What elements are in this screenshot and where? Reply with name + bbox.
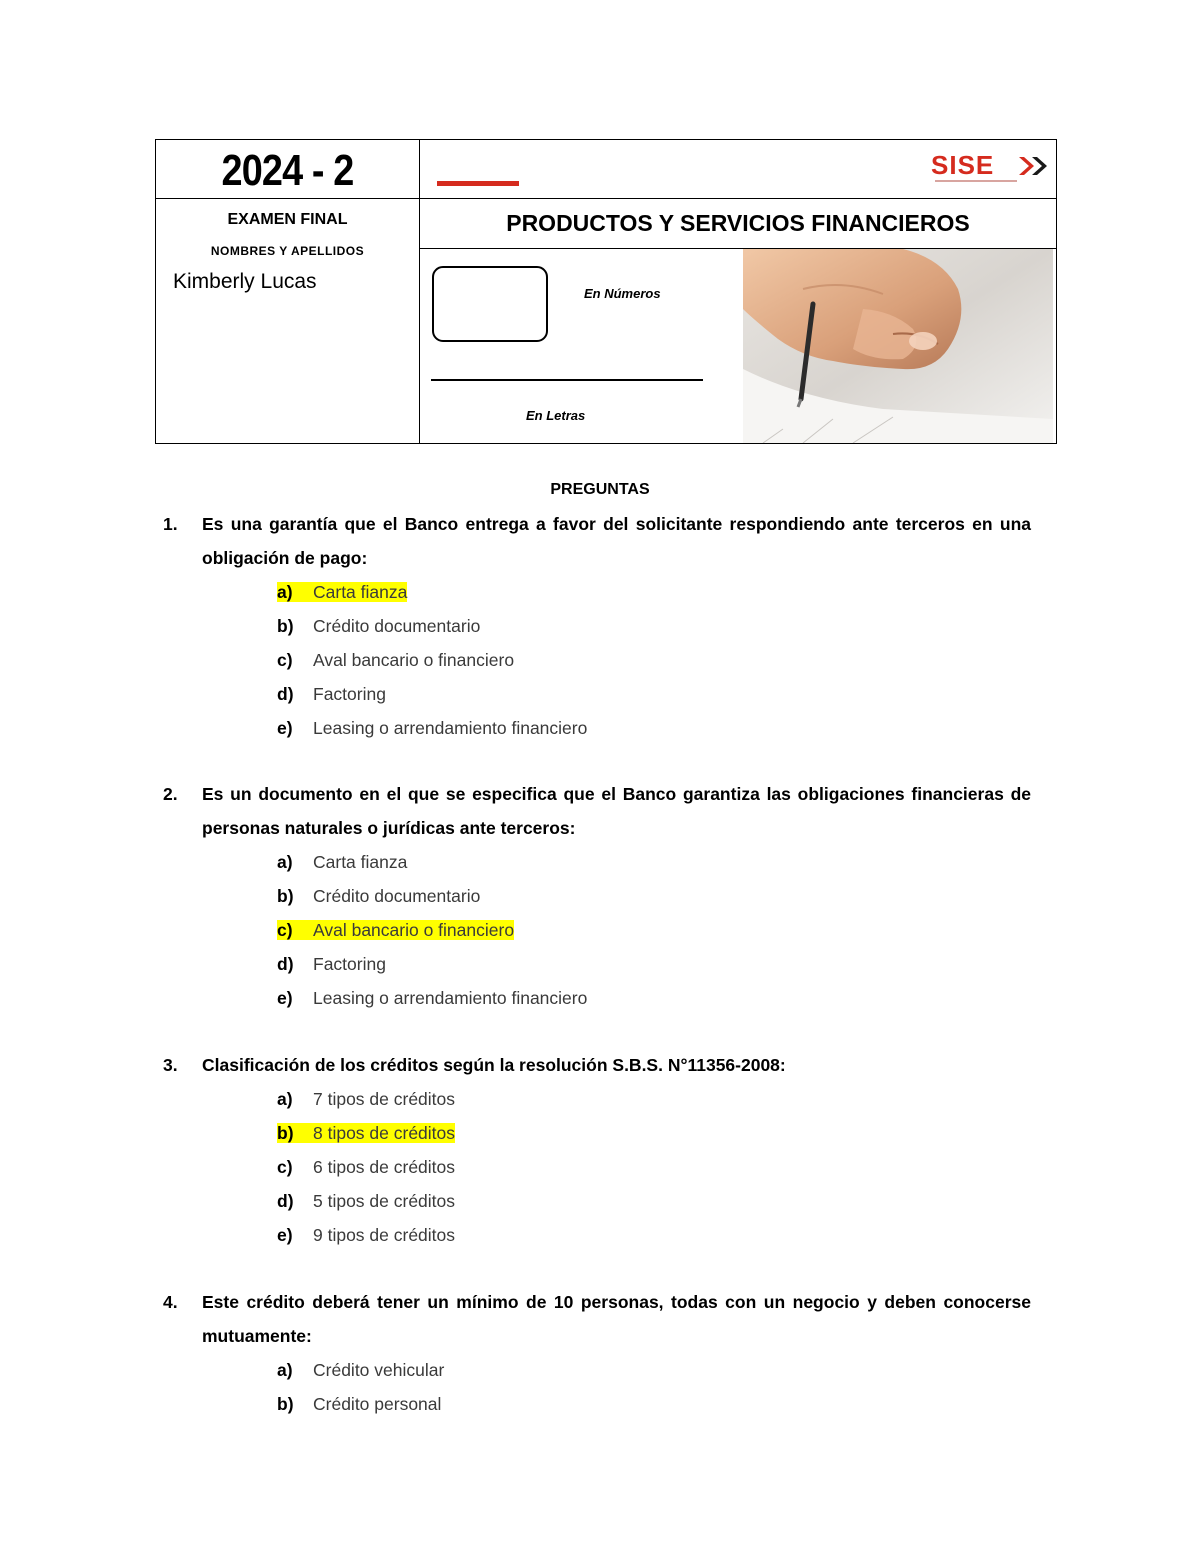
option-1a[interactable]: a) Carta fianza [277, 582, 408, 602]
score-letters-line [431, 379, 703, 381]
question-number: 4. [163, 1292, 178, 1312]
option-4a[interactable]: a) Crédito vehicular [277, 1360, 445, 1380]
option-2c[interactable]: c) Aval bancario o financiero [277, 920, 515, 940]
option-2b[interactable]: b) Crédito documentario [277, 886, 481, 906]
names-label: NOMBRES Y APELLIDOS [210, 244, 365, 258]
hand-writing-photo [743, 249, 1053, 443]
score-box [432, 266, 548, 342]
score-numbers-label: En Números [584, 286, 661, 301]
score-letters-label: En Letras [526, 408, 586, 423]
question-text: Este crédito deberá tener un mínimo de 10 personas, todas con un negocio y deben conocerse mutuamente: [202, 1292, 1031, 1346]
section-title: PREGUNTAS [550, 481, 650, 498]
question-4 [163, 1285, 1031, 1353]
question-1 [163, 507, 1031, 575]
option-3d[interactable]: d) 5 tipos de créditos [277, 1191, 456, 1211]
option-3c[interactable]: c) 6 tipos de créditos [277, 1157, 456, 1177]
divider [419, 140, 420, 443]
question-text: Es un documento en el que se especifica que el Banco garantiza las obligaciones financieras de personas naturales o jurídicas ante terceros: [202, 784, 1031, 838]
question-3 [163, 1048, 1031, 1082]
question-number: 2. [163, 784, 178, 804]
option-1c[interactable]: c) Aval bancario o financiero [277, 650, 515, 670]
option-3b[interactable]: b) 8 tipos de créditos [277, 1123, 456, 1143]
question-number: 1. [163, 514, 178, 534]
divider [156, 198, 1056, 199]
option-2d[interactable]: d) Factoring [277, 954, 386, 974]
question-number: 3. [163, 1055, 178, 1075]
sise-logo: SISE [931, 150, 1051, 186]
option-1b[interactable]: b) Crédito documentario [277, 616, 481, 636]
double-chevron-icon [1017, 154, 1051, 178]
option-3e[interactable]: e) 9 tipos de créditos [277, 1225, 456, 1245]
course-title: PRODUCTOS Y SERVICIOS FINANCIEROS [506, 210, 970, 236]
accent-bar [437, 181, 519, 186]
student-name: Kimberly Lucas [173, 270, 317, 293]
option-3a[interactable]: a) 7 tipos de créditos [277, 1089, 456, 1109]
exam-header [155, 139, 1057, 444]
question-text: Clasificación de los créditos según la resolución S.B.S. N°11356-2008: [202, 1055, 786, 1075]
option-4b[interactable]: b) Crédito personal [277, 1394, 442, 1414]
exam-type: EXAMEN FINAL [227, 211, 348, 228]
question-2 [163, 777, 1031, 845]
option-1d[interactable]: d) Factoring [277, 684, 386, 704]
question-text: Es una garantía que el Banco entrega a favor del solicitante respondiendo ante terceros en una obligación de pago: [202, 514, 1031, 568]
option-2a[interactable]: a) Carta fianza [277, 852, 408, 872]
period-label: 2024 - 2 [221, 146, 354, 195]
option-1e[interactable]: e) Leasing o arrendamiento financiero [277, 718, 588, 738]
option-2e[interactable]: e) Leasing o arrendamiento financiero [277, 988, 588, 1008]
